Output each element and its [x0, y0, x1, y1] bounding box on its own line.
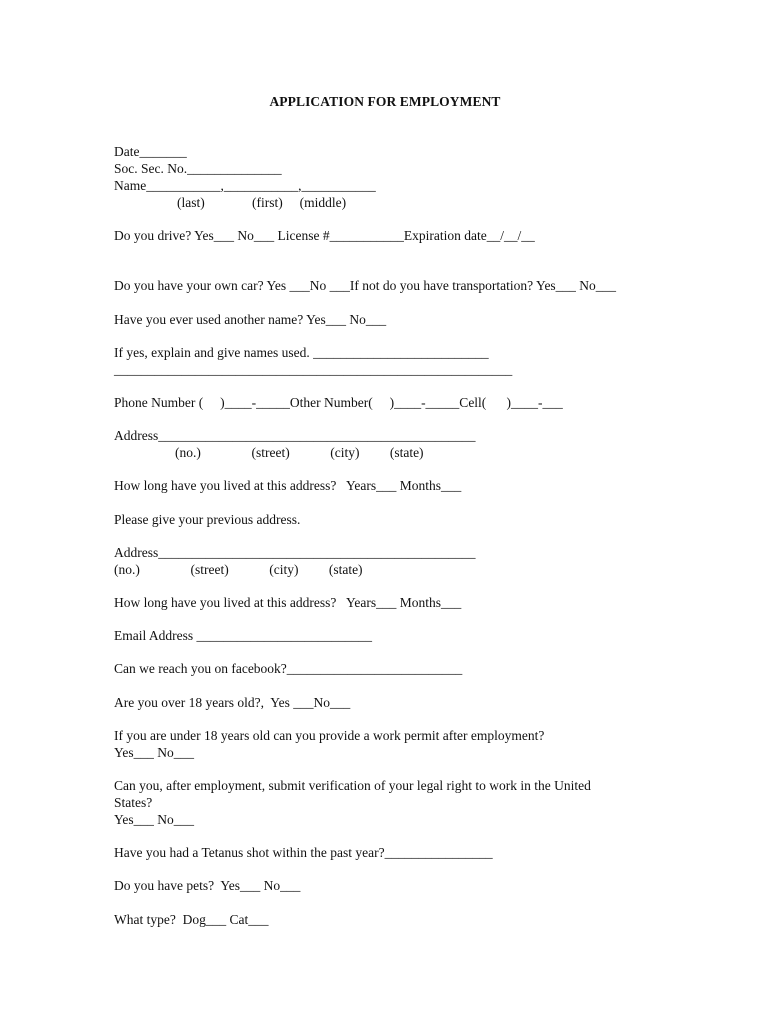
pet-type-question[interactable]: What type? Dog___ Cat___ — [114, 912, 269, 927]
email-field[interactable]: Email Address __________________________ — [114, 628, 372, 643]
name-field[interactable]: Name___________,___________,___________ — [114, 178, 376, 193]
date-field[interactable]: Date_______ — [114, 144, 187, 159]
previous-address-parts-caption: (no.) (street) (city) (state) — [114, 562, 363, 577]
drive-question[interactable]: Do you drive? Yes___ No___ License #___________Expiration date__/__/__ — [114, 228, 535, 243]
facebook-field[interactable]: Can we reach you on facebook?__________________________ — [114, 661, 463, 676]
explain-field[interactable]: If yes, explain and give names used. __________________________ — [114, 345, 489, 360]
how-long-question-1[interactable]: How long have you lived at this address? Years___ Months___ — [114, 478, 462, 493]
under-18-answer[interactable]: Yes___ No___ — [114, 745, 195, 760]
over-18-question[interactable]: Are you over 18 years old?, Yes ___No___ — [114, 695, 351, 710]
page-title: APPLICATION FOR EMPLOYMENT — [269, 94, 501, 109]
legal-right-answer[interactable]: Yes___ No___ — [114, 812, 195, 827]
tetanus-question[interactable]: Have you had a Tetanus shot within the past year?________________ — [114, 845, 493, 860]
address-parts-caption: (no.) (street) (city) (state) — [175, 445, 424, 460]
phone-field[interactable]: Phone Number ( )____-_____Other Number( )____-_____Cell( )____-___ — [114, 395, 563, 410]
address-field[interactable]: Address_______________________________________________ — [114, 428, 476, 443]
previous-address-field[interactable]: Address_______________________________________________ — [114, 545, 476, 560]
name-parts-caption: (last) (first) (middle) — [177, 195, 347, 210]
pets-question[interactable]: Do you have pets? Yes___ No___ — [114, 878, 301, 893]
ssn-field[interactable]: Soc. Sec. No.______________ — [114, 161, 282, 176]
own-car-question[interactable]: Do you have your own car? Yes ___No ___If not do you have transportation? Yes___ No___ — [114, 278, 617, 293]
legal-right-question: Can you, after employment, submit verification of your legal right to work in the United — [114, 778, 591, 793]
previous-address-prompt: Please give your previous address. — [114, 512, 301, 527]
explain-field-line2[interactable]: ___________________________________________________________ — [114, 362, 513, 377]
under-18-question: If you are under 18 years old can you provide a work permit after employment? — [114, 728, 545, 743]
legal-right-question-cont: States? — [114, 795, 153, 810]
how-long-question-2[interactable]: How long have you lived at this address? Years___ Months___ — [114, 595, 462, 610]
other-name-question[interactable]: Have you ever used another name? Yes___ No___ — [114, 312, 387, 327]
